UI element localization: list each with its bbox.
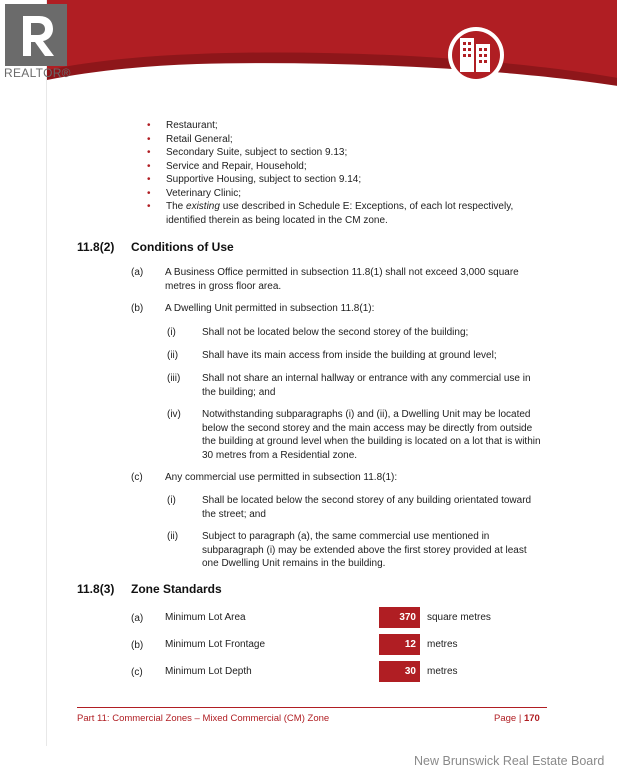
subclause-text (202, 530, 527, 571)
subclause-label: (ii) (167, 531, 179, 542)
section-title: Conditions of Use (131, 240, 234, 254)
clause-label: (b) (131, 303, 144, 314)
section-heading (77, 240, 234, 254)
text-line: Shall not share an internal hallway or entrance with any commercial use in (202, 373, 531, 384)
clause-text: A Dwelling Unit permitted in subsection 11.8(1): (165, 303, 375, 314)
list-item: • Veterinary Clinic; (166, 187, 551, 201)
building-tower-icon (448, 27, 504, 83)
list-item (166, 200, 551, 227)
realtor-wordmark: REALTOR® (4, 66, 71, 80)
subclause-text (202, 326, 468, 340)
list-item: • Supportive Housing, subject to section 9.14; (166, 173, 551, 187)
emphasis-text: existing (186, 201, 220, 212)
page-number-value: 170 (523, 713, 540, 724)
document-page (46, 0, 617, 746)
permitted-uses-list (121, 119, 551, 227)
text-line: 30 metres from a Residential zone. (202, 449, 358, 461)
subclause-label: (iv) (167, 409, 181, 420)
watermark: New Brunswick Real Estate Board (414, 754, 605, 768)
realtor-r-icon (5, 4, 67, 66)
standard-unit: metres (427, 666, 458, 677)
footer-title: Part 11: Commercial Zones – Mixed Commercial (CM) Zone (77, 713, 330, 724)
standard-name: Minimum Lot Depth (165, 666, 252, 677)
text-line: Shall not be located below the second storey of the building; (202, 327, 469, 338)
standard-value: 30 (379, 661, 420, 682)
text-line: the building at ground level when the building is located on a lot that is within (202, 436, 541, 447)
standard-unit: square metres (427, 612, 491, 623)
subclause-text (202, 349, 497, 363)
clause-label: (a) (131, 267, 144, 278)
list-item: • Retail General; (166, 133, 551, 147)
list-item: • Secondary Suite, subject to section 9.13; (166, 146, 551, 160)
clause-text (165, 266, 519, 293)
text-line: A Business Office permitted in subsection 11.8(1) shall not exceed 3,000 square (165, 267, 519, 278)
text-line: Shall have its main access from inside the building at ground level; (202, 350, 497, 361)
text-line: metres in gross floor area. (165, 280, 282, 292)
standard-label: (a) (131, 613, 144, 624)
page-number (494, 713, 540, 724)
text: use described in Schedule E: Exceptions, of each lot respectively, (219, 201, 514, 212)
subclause-text (202, 494, 531, 521)
page-word: Page | (494, 713, 524, 724)
text: identified therein as being located in the CM zone. (166, 214, 388, 226)
subclause-label: (ii) (167, 350, 179, 361)
section-number: 11.8(3) (77, 582, 115, 596)
subclause-label: (iii) (167, 373, 181, 384)
header-band (47, 0, 617, 100)
clause-label: (c) (131, 472, 143, 483)
standard-label: (b) (131, 640, 144, 651)
standard-value: 370 (379, 607, 420, 628)
standard-value: 12 (379, 634, 420, 655)
standard-unit: metres (427, 639, 458, 650)
standard-label: (c) (131, 667, 143, 678)
section-number: 11.8(2) (77, 240, 115, 254)
text-line: the street; and (202, 508, 266, 520)
section-title: Zone Standards (131, 582, 222, 596)
subclause-label: (i) (167, 495, 176, 506)
subclause-text (202, 408, 541, 462)
standard-name: Minimum Lot Frontage (165, 639, 266, 650)
text-line: subparagraph (i) may be extended above the first storey provided at least (202, 544, 527, 556)
text-line: Notwithstanding subparagraphs (i) and (ii), a Dwelling Unit may be located (202, 409, 531, 420)
text-line: below the second storey and the main access may be directly from outside (202, 422, 533, 434)
text-line: one Dwelling Unit remains in the building. (202, 558, 386, 569)
section-heading (77, 582, 222, 596)
standard-name: Minimum Lot Area (165, 612, 246, 623)
list-item: • Restaurant; (166, 119, 551, 133)
footer-divider (77, 707, 547, 708)
subclause-label: (i) (167, 327, 176, 338)
list-item: • Service and Repair, Household; (166, 160, 551, 174)
text-line: Shall be located below the second storey of any building orientated toward (202, 495, 532, 506)
realtor-logo[interactable] (0, 0, 74, 84)
text-line: Subject to paragraph (a), the same commercial use mentioned in (202, 531, 490, 542)
clause-text: Any commercial use permitted in subsection 11.8(1): (165, 472, 398, 483)
subclause-text (202, 372, 531, 399)
text-line: the building; and (202, 386, 276, 398)
text: The (166, 201, 187, 212)
